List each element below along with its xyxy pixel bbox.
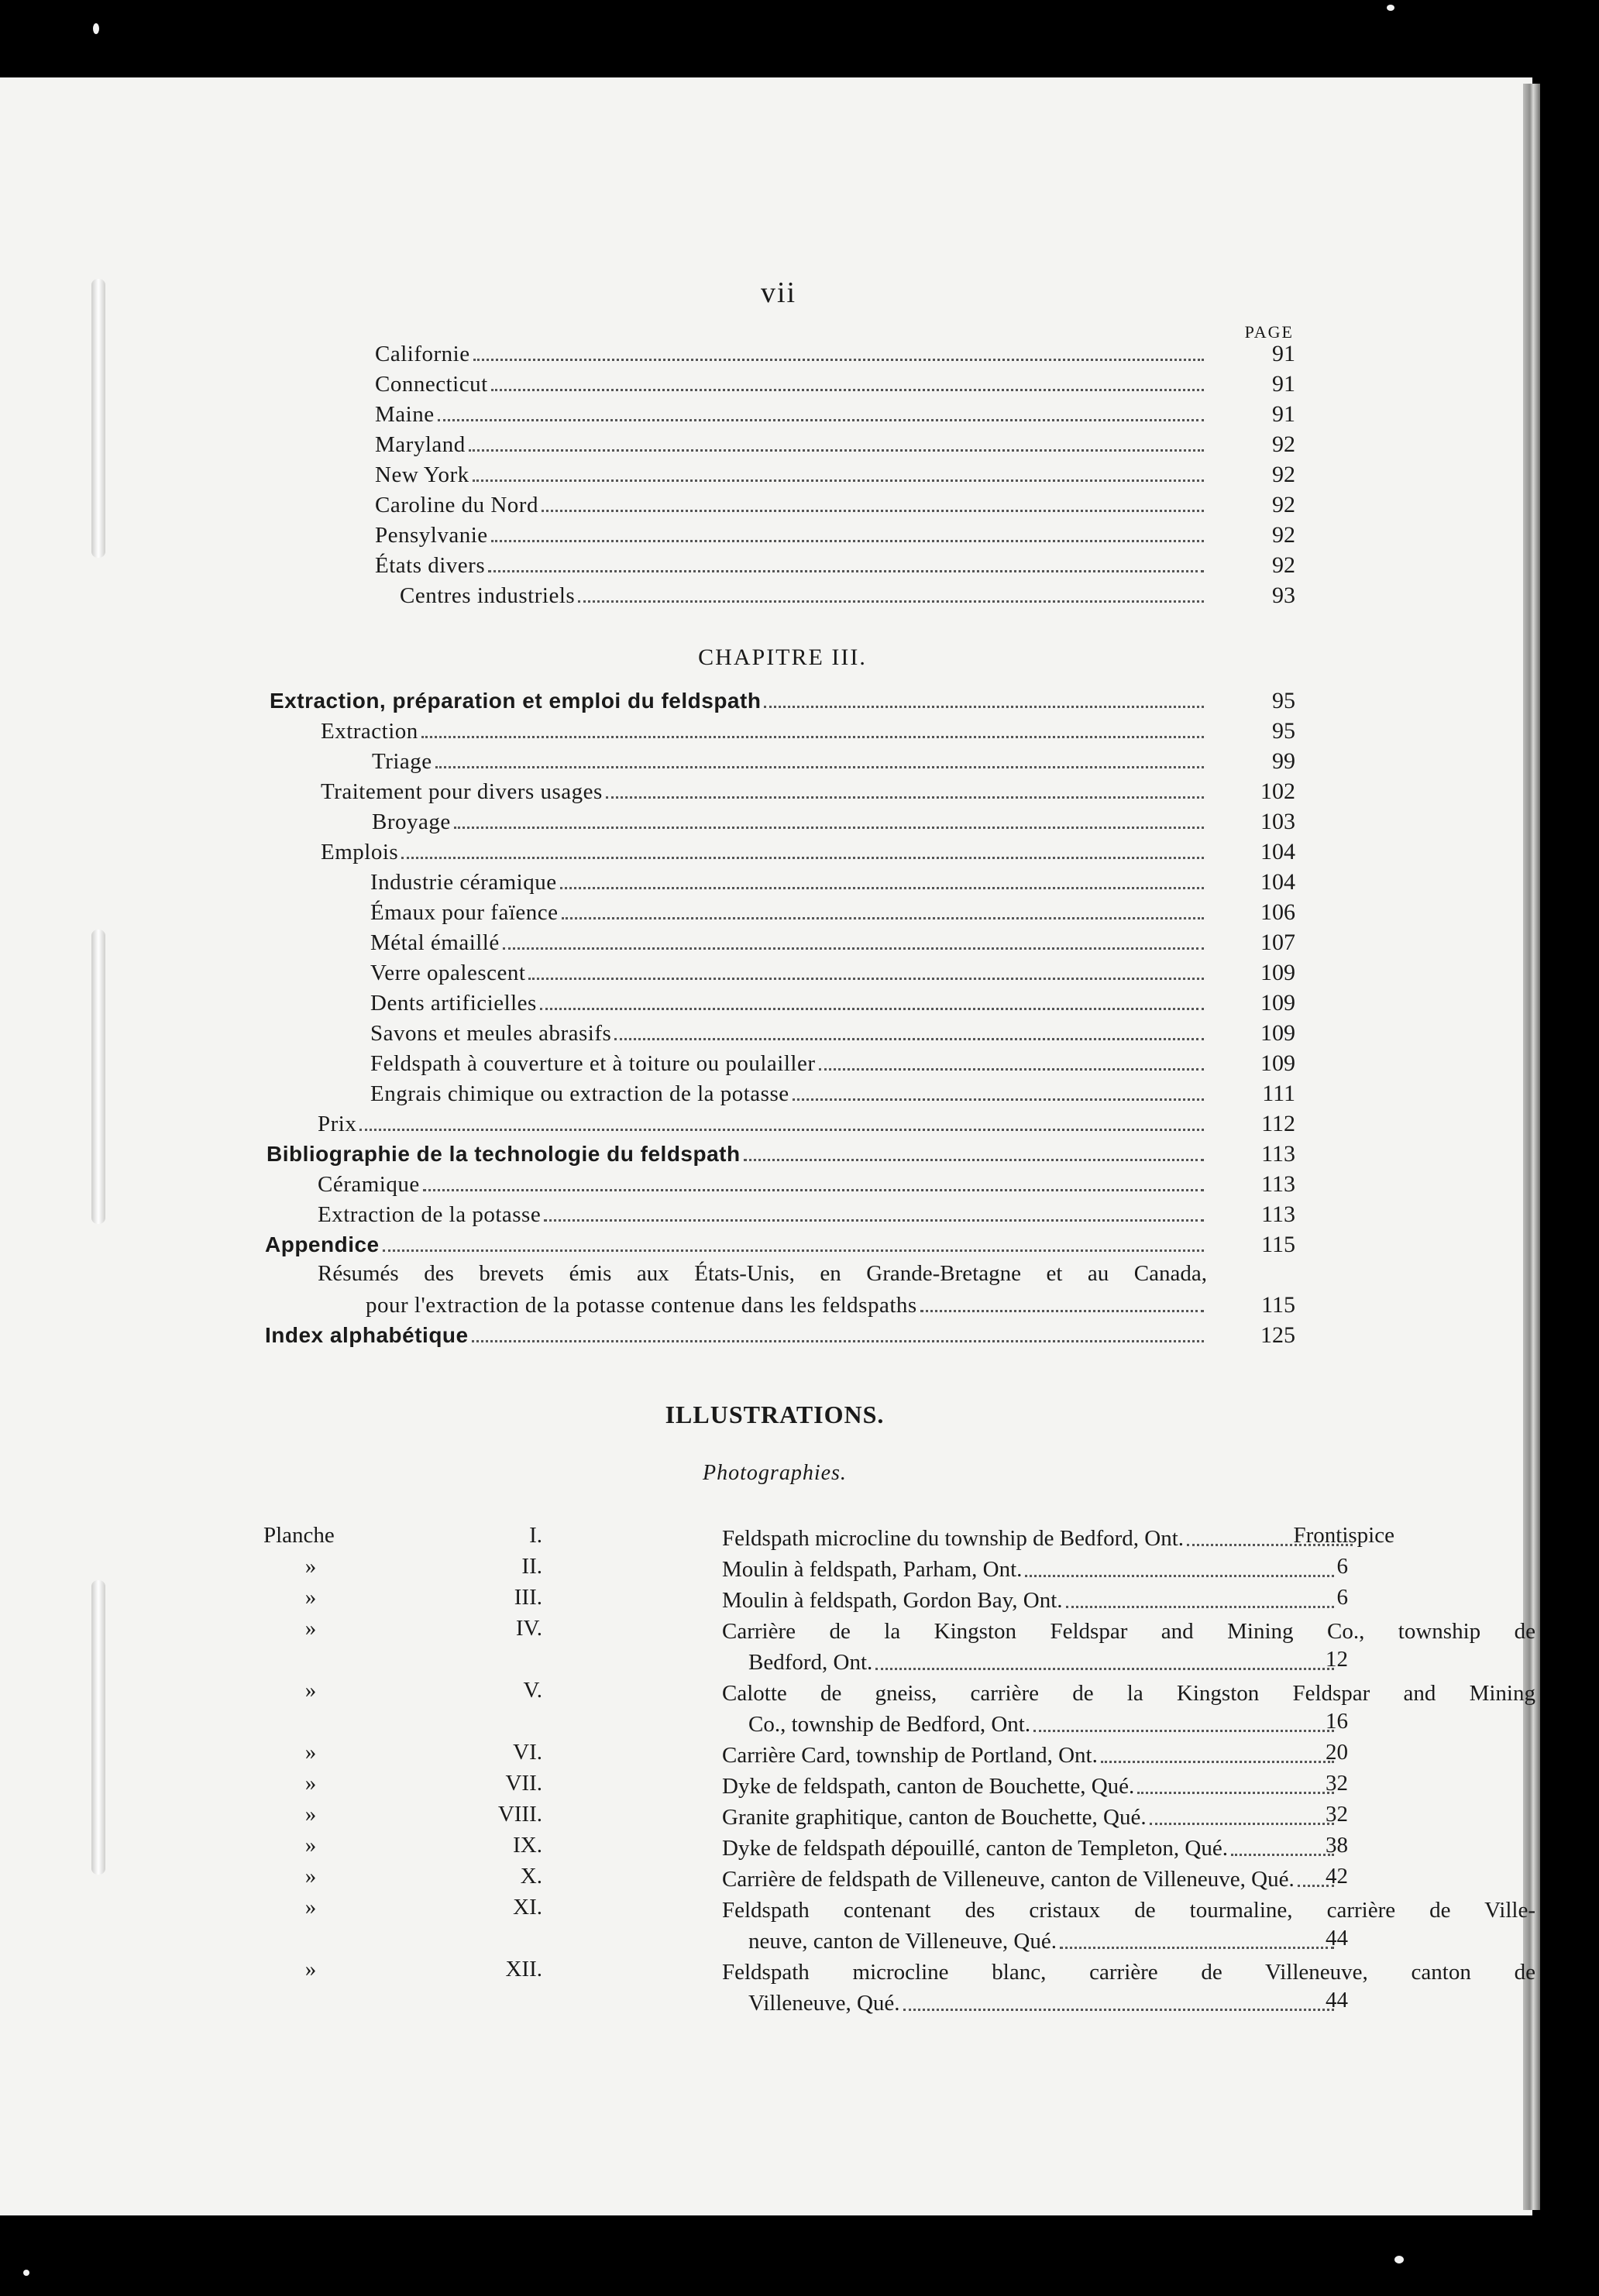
photographs-subheading: Photographies. [703, 1461, 847, 1485]
scan-speck [1394, 2256, 1404, 2263]
binding-stitch [91, 930, 105, 1224]
toc-entry: Feldspath à couverture et à toiture ou poulailler 109 [370, 1050, 1295, 1076]
toc-entry: Céramique 113 [318, 1171, 1295, 1197]
toc-entry: Prix 112 [318, 1111, 1295, 1136]
toc-entry: Californie 91 [375, 341, 1295, 366]
chapter-heading: CHAPITRE III. [698, 644, 867, 670]
toc-entry: Traitement pour divers usages 102 [321, 779, 1295, 804]
toc-entry: Métal émaillé 107 [370, 930, 1295, 955]
toc-entry: New York 92 [375, 462, 1295, 487]
toc-entry: Pensylvanie 92 [375, 522, 1295, 548]
toc-entry: Dents artificielles 109 [370, 990, 1295, 1016]
toc-entry: Émaux pour faïence 106 [370, 899, 1295, 925]
page-column-header: PAGE [1244, 322, 1294, 342]
scan-speck [93, 23, 99, 34]
toc-entry: Maryland 92 [375, 431, 1295, 457]
toc-entry: Broyage 103 [372, 809, 1295, 834]
toc-entry: Caroline du Nord 92 [375, 492, 1295, 517]
binding-stitch [91, 279, 105, 558]
page-edge [1523, 84, 1540, 2210]
toc-entry: pour l'extraction de la potasse contenue dans les feldspaths 115 [366, 1292, 1295, 1318]
toc-entry: Extraction 95 [321, 718, 1295, 744]
toc-entry: Bibliographie de la technologie du feldspath 113 [266, 1141, 1295, 1167]
toc-entry: Industrie céramique 104 [370, 869, 1295, 895]
toc-entry: Maine 91 [375, 401, 1295, 427]
illustrations-heading: ILLUSTRATIONS. [665, 1401, 885, 1428]
toc-entry: Engrais chimique ou extraction de la potasse 111 [370, 1081, 1295, 1106]
scan-speck [1387, 5, 1394, 11]
toc-entry: Appendice 115 [265, 1232, 1295, 1257]
toc-entry: États divers 92 [375, 552, 1295, 578]
toc-entry: Triage 99 [372, 748, 1295, 774]
binding-stitch [91, 1580, 105, 1875]
toc-entry: Connecticut 91 [375, 371, 1295, 397]
toc-entry: Emplois 104 [321, 839, 1295, 864]
toc-entry-line1: Résumés des brevets émis aux États-Unis, en Grande-Bretagne et au Canada, [318, 1261, 1207, 1286]
toc-entry: Savons et meules abrasifs 109 [370, 1020, 1295, 1046]
scan-speck [23, 2270, 29, 2276]
toc-entry: Centres industriels 93 [400, 583, 1295, 608]
toc-entry: Verre opalescent 109 [370, 960, 1295, 985]
folio-number: vii [760, 277, 797, 309]
toc-entry: Extraction, préparation et emploi du feldspath 95 [270, 688, 1295, 713]
toc-entry: Index alphabétique 125 [265, 1322, 1295, 1348]
toc-entry: Extraction de la potasse 113 [318, 1201, 1295, 1227]
